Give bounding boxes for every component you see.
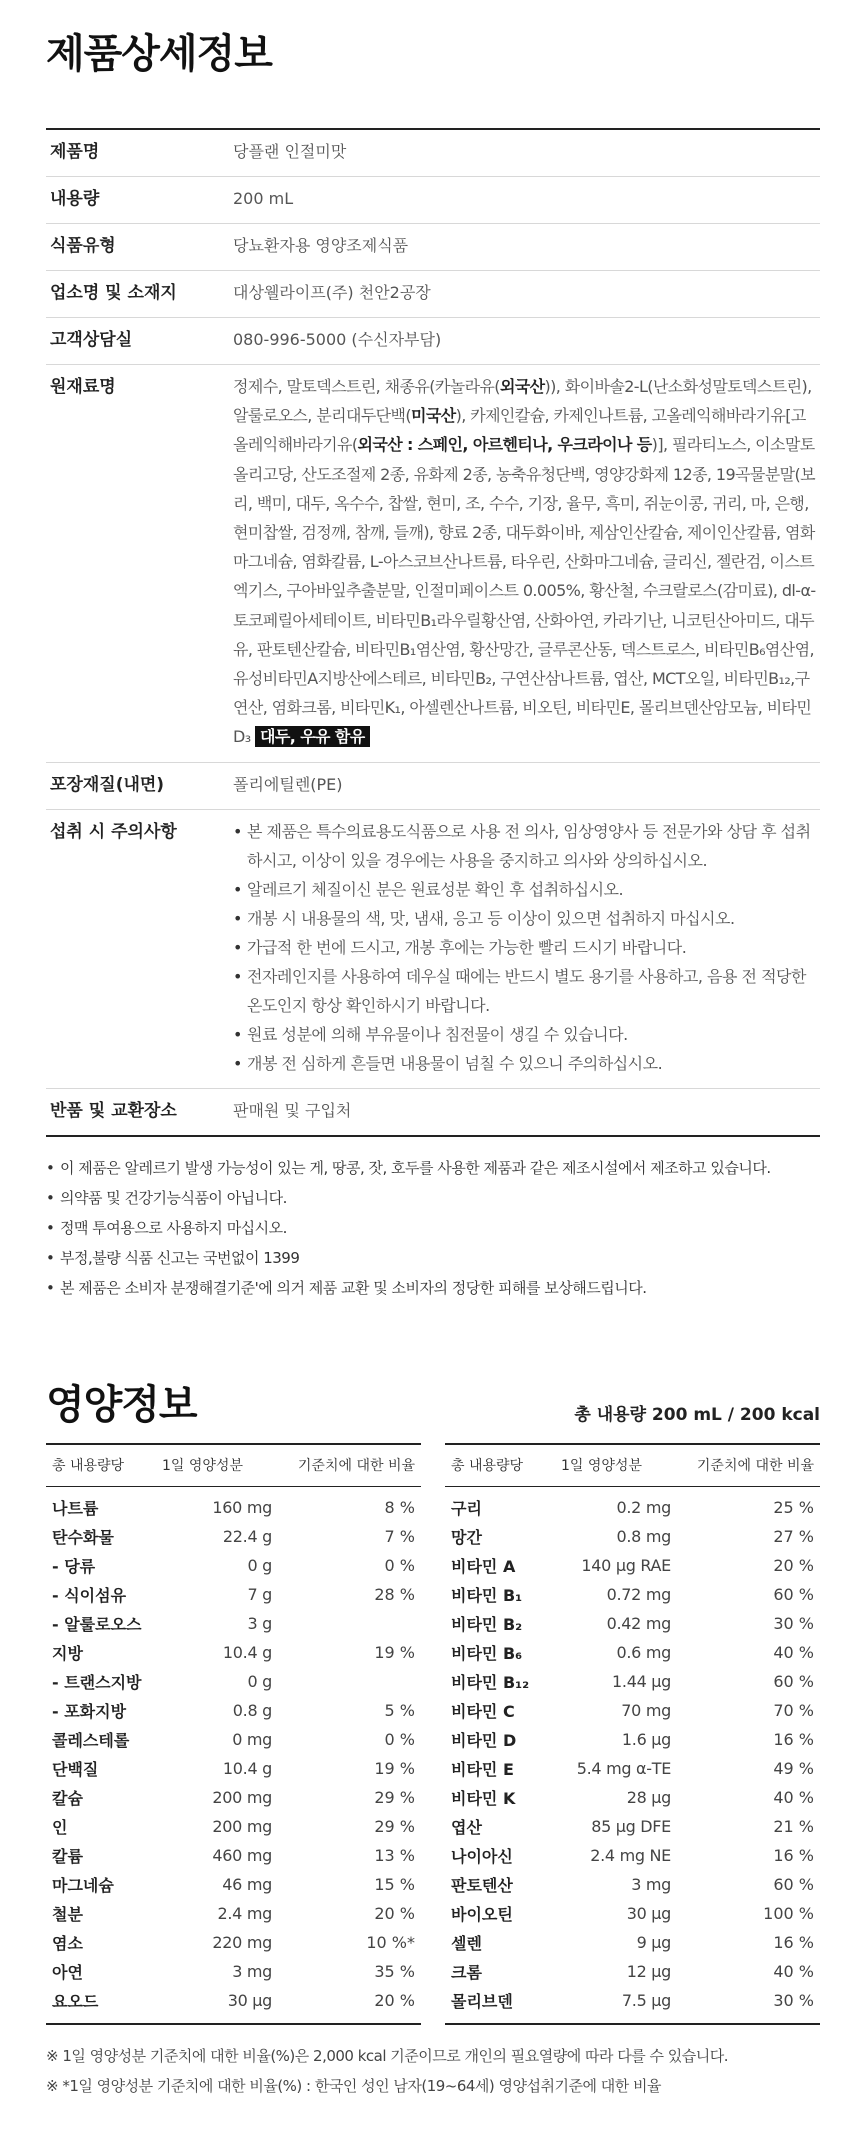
nutrition-table-left [46,1443,421,2025]
nutrient-amount: 70 mg [621,1700,671,1720]
nutrition-table-header [445,1445,820,1487]
nutrient-amount: 46 mg [222,1874,272,1894]
nutrient-percent: 29 % [374,1787,415,1807]
nutrition-row [445,1638,820,1667]
nutrient-name: 엽산 [451,1817,482,1837]
cautions-value [233,817,820,1078]
info-row-customer-service [46,318,820,365]
caution-item: • 원료 성분에 의해 부유물이나 침전물이 생길 수 있습니다. [233,1020,820,1049]
nutrient-amount: 200 mg [212,1787,272,1807]
caution-item: • 가급적 한 번에 드시고, 개봉 후에는 가능한 빨리 드시기 바랍니다. [233,933,820,962]
nutrition-row [46,1696,421,1725]
nutrient-amount: 7 g [247,1584,272,1604]
nutrition-row [445,1812,820,1841]
nutrition-footnotes [46,2041,820,2101]
nutrient-name: 구리 [451,1498,482,1518]
nutrient-name: 요오드 [52,1991,99,2011]
nutrient-name: 칼슘 [52,1788,83,1808]
nutrition-row [46,1493,421,1522]
footnote-item: ※ *1일 영양성분 기준치에 대한 비율(%) : 한국인 성인 남자(19~64세) 영양섭취기준에 대한 비율 [46,2076,661,2095]
info-row-food-type [46,224,820,271]
caution-item: • 알레르기 체질이신 분은 원료성분 확인 후 섭취하십시오. [233,875,820,904]
info-row-exchange [46,1089,820,1135]
nutrient-amount: 7.5 μg [621,1990,671,2010]
nutrition-row [445,1754,820,1783]
nutrition-row [445,1522,820,1551]
nutrient-amount: 0 mg [232,1729,272,1749]
nutrient-name: 철분 [52,1904,83,1924]
info-label: 포장재질(내면) [50,774,165,795]
nutrition-row [445,1493,820,1522]
nutrient-percent: 16 % [773,1729,814,1749]
nutrient-amount: 460 mg [212,1845,272,1865]
nutrient-amount: 10.4 g [222,1758,272,1778]
nutrition-row [445,1928,820,1957]
nutrition-row [445,1986,820,2015]
nutrition-row [445,1841,820,1870]
nutrient-name: - 트랜스지방 [52,1672,142,1692]
nutrition-tables [46,1443,820,2025]
origin-highlight: 외국산 [499,377,545,396]
nutrient-name: 크롬 [451,1962,482,1982]
nutrient-name: 칼륨 [52,1846,83,1866]
nutrient-name: 비타민 B₁₂ [451,1672,530,1692]
nutrient-percent: 35 % [374,1961,415,1981]
info-value: 당뇨환자용 영양조제식품 [233,236,409,255]
nutrition-row [46,1609,421,1638]
nutrient-percent: 49 % [773,1758,814,1778]
product-detail-title: 제품상세정보 [46,31,272,77]
nutrient-percent: 25 % [773,1497,814,1517]
nutrition-row [445,1783,820,1812]
nutrient-percent: 16 % [773,1845,814,1865]
header-daily: 1일 영양성분 [561,1458,642,1475]
nutrient-percent: 40 % [773,1787,814,1807]
header-per-total: 총 내용량당 [451,1458,524,1475]
nutrition-row [445,1667,820,1696]
nutrient-amount: 0.2 mg [616,1497,671,1517]
ingredients-part: ), 카제인칼슘, 카제인나트륨, 고올레익해바라기유[고올레익해바라기유( [233,406,806,455]
info-label: 업소명 및 소재지 [50,283,177,303]
nutrient-percent: 60 % [773,1671,814,1691]
nutrition-row [46,1928,421,1957]
ingredients-part: )], 필라티노스, 이소말토올리고당, 산도조절제 2종, 유화제 2종, 농축유청단백, 영양강화제 12종, 19곡물분말(보리, 백미, 대두, 옥수수, 찹쌀, 현미, 조, 수수, 기장, 율무, 흑미, 쥐눈이콩, 귀리, 마, 은행, 현미찹쌀, 검정깨, 참깨, 들깨), 향료 2종, 대두화이바, 제삼인산칼슘, 제이인산칼륨, 염화마그네슘, 염화칼륨, L-아스코브산나트륨, 타우린, 산화마그네슘, 글리신, 젤란검, 이스트엑기스, 구아바잎추출분말, 인절미페이스트 0.005%, 황산철, 수크랄로스(감미료), dl-α-토코페릴아세테이트, 비타민B₁라우릴황산염, 산화아연, 카라기난, 니코틴산아미드, 대두유, 판토텐산칼슘, 비타민B₁염산염, 황산망간, 글루콘산동, 덱스트로스, 비타민B₆염산염, 유성비타민A지방산에스테르, 비타민B₂, 구연산삼나트륨, 엽산, MCT오일, 비타민B₁₂,구연산, 염화크롬, 비타민K₁, 아셀렌산나트륨, 비오틴, 비타민E, 몰리브덴산암모늄, 비타민D₃ [233,435,816,747]
note-item: • 정맥 투여용으로 사용하지 마십시오. [46,1213,820,1243]
nutrient-percent: 0 % [384,1729,415,1749]
nutrient-amount: 12 μg [626,1961,671,1981]
nutrition-row [445,1609,820,1638]
nutrient-amount: 140 μg RAE [581,1555,671,1575]
nutrient-amount: 0.72 mg [606,1584,671,1604]
header-ratio: 기준치에 대한 비율 [297,1458,415,1475]
info-label: 고객상담실 [50,330,133,350]
nutrition-row [46,1667,421,1696]
nutrition-row [46,1957,421,1986]
nutrient-name: 비타민 C [451,1701,515,1721]
nutrient-name: 몰리브덴 [451,1991,513,2011]
nutrition-table-body [46,1487,421,2023]
info-label: 식품유형 [50,236,116,256]
nutrient-amount: 30 μg [227,1990,272,2010]
info-label: 내용량 [50,189,100,209]
nutrient-percent: 40 % [773,1961,814,1981]
nutrient-name: - 식이섬유 [52,1585,127,1605]
note-item: • 본 제품은 소비자 분쟁해결기준'에 의거 제품 교환 및 소비자의 정당한 피해를 보상해드립니다. [46,1273,820,1303]
nutrient-amount: 200 mg [212,1816,272,1836]
nutrient-name: 단백질 [52,1759,99,1779]
nutrient-amount: 3 mg [232,1961,272,1981]
info-row-product-name [46,130,820,177]
cautions-list [233,817,820,1078]
nutrient-amount: 2.4 mg NE [590,1845,671,1865]
nutrient-name: 셀렌 [451,1933,482,1953]
nutrient-amount: 10.4 g [222,1642,272,1662]
nutrient-amount: 160 mg [212,1497,272,1517]
nutrient-name: 아연 [52,1962,83,1982]
caution-item: • 전자레인지를 사용하여 데우실 때에는 반드시 별도 용기를 사용하고, 음용 전 적당한 온도인지 항상 확인하시기 바랍니다. [233,962,820,1020]
nutrient-name: - 알룰로오스 [52,1614,142,1634]
nutrition-table-right [445,1443,820,2025]
nutrient-name: 비타민 A [451,1556,516,1576]
nutrient-percent: 100 % [763,1903,814,1923]
nutrition-row [46,1870,421,1899]
nutrition-row [46,1783,421,1812]
nutrient-percent: 28 % [374,1584,415,1604]
nutrition-table-body [445,1487,820,2023]
nutrient-name: 염소 [52,1933,83,1953]
nutrient-name: 비타민 D [451,1730,517,1750]
nutrient-amount: 5.4 mg α-TE [576,1758,671,1778]
nutrition-row [46,1986,421,2015]
nutrient-name: - 당류 [52,1556,96,1576]
info-label: 원재료명 [50,377,116,397]
nutrient-name: - 포화지방 [52,1701,127,1721]
caution-item: • 개봉 전 심하게 흔들면 내용물이 넘칠 수 있으니 주의하십시오. [233,1049,820,1078]
note-item: • 이 제품은 알레르기 발생 가능성이 있는 게, 땅콩, 잣, 호두를 사용한 제품과 같은 제조시설에서 제조하고 있습니다. [46,1153,820,1183]
nutrition-row [445,1870,820,1899]
ingredients-text [233,372,820,752]
header-ratio: 기준치에 대한 비율 [696,1458,814,1475]
nutrient-percent: 19 % [374,1642,415,1662]
nutrient-amount: 85 μg DFE [591,1816,671,1836]
nutrient-name: 나이아신 [451,1846,513,1866]
nutrient-percent: 7 % [384,1526,415,1546]
nutrient-amount: 22.4 g [222,1526,272,1546]
nutrient-name: 마그네슘 [52,1875,114,1895]
nutrient-percent: 60 % [773,1584,814,1604]
nutrient-name: 비타민 B₆ [451,1643,523,1663]
info-value: 판매원 및 구입처 [233,1100,352,1120]
info-label: 제품명 [50,142,100,162]
nutrient-name: 인 [52,1817,68,1837]
nutrient-amount: 3 g [247,1613,272,1633]
nutrient-amount: 28 μg [626,1787,671,1807]
allergen-badge: 대두, 우유 함유 [255,726,370,747]
nutrient-percent: 29 % [374,1816,415,1836]
nutrient-name: 지방 [52,1643,83,1663]
nutrient-percent: 21 % [773,1816,814,1836]
nutrition-row [445,1580,820,1609]
nutrition-title: 영양정보 [46,1381,197,1428]
nutrition-row [46,1638,421,1667]
nutrient-amount: 220 mg [212,1932,272,1952]
notes-list [46,1153,820,1303]
nutrition-summary: 총 내용량 200 mL / 200 kcal [574,1404,820,1425]
nutrition-row [46,1812,421,1841]
nutrition-header [46,1381,820,1429]
info-value: 대상웰라이프(주) 천안2공장 [233,283,431,302]
nutrient-percent: 60 % [773,1874,814,1894]
nutrition-table-header [46,1445,421,1487]
nutrient-percent: 70 % [773,1700,814,1720]
nutrient-amount: 1.6 μg [621,1729,671,1749]
nutrient-name: 나트륨 [52,1498,99,1518]
nutrient-percent: 10 %* [366,1932,415,1952]
nutrient-name: 콜레스테롤 [52,1730,130,1750]
nutrient-percent: 30 % [773,1990,814,2010]
header-per-total: 총 내용량당 [52,1458,125,1475]
info-value: 200 mL [233,189,294,208]
nutrition-row [46,1754,421,1783]
info-label: 섭취 시 주의사항 [50,821,177,842]
info-value: 당플랜 인절미맛 [233,142,347,161]
nutrient-amount: 0.8 g [232,1700,272,1720]
info-value: 080-996-5000 (수신자부담) [233,330,442,349]
ingredients-part: )), 화이바솔2-L(난소화성말토덱스트린), 알룰로오스, 분리대두단백( [233,377,812,426]
nutrient-percent: 30 % [773,1613,814,1633]
nutrition-row [445,1725,820,1754]
nutrition-row [445,1696,820,1725]
ingredients-part: 정제수, 말토덱스트린, 채종유(카놀라유( [233,377,500,396]
info-row-volume [46,177,820,224]
nutrient-percent: 40 % [773,1642,814,1662]
nutrient-name: 비타민 K [451,1788,516,1808]
nutrient-amount: 0.8 mg [616,1526,671,1546]
note-item: • 부정,불량 식품 신고는 국번없이 1399 [46,1243,820,1273]
nutrient-amount: 3 mg [631,1874,671,1894]
product-info-table [46,128,820,1137]
info-row-packaging [46,763,820,810]
nutrition-row [46,1841,421,1870]
nutrient-name: 비타민 B₂ [451,1614,523,1634]
nutrition-row [46,1522,421,1551]
origin-highlight: 외국산 : 스페인, 아르헨티나, 우크라이나 등 [357,435,652,455]
footnote-item: ※ 1일 영양성분 기준치에 대한 비율(%)은 2,000 kcal 기준이므로 개인의 필요열량에 따라 다를 수 있습니다. [46,2046,728,2065]
nutrient-percent: 16 % [773,1932,814,1952]
nutrition-row [445,1899,820,1928]
nutrient-percent: 19 % [374,1758,415,1778]
nutrition-row [46,1899,421,1928]
nutrient-name: 탄수화물 [52,1527,114,1547]
nutrition-row [445,1551,820,1580]
nutrient-amount: 30 μg [626,1903,671,1923]
caution-item: • 본 제품은 특수의료용도식품으로 사용 전 의사, 임상영양사 등 전문가와 상담 후 섭취하시고, 이상이 있을 경우에는 사용을 중지하고 의사와 상의하십시오. [233,817,820,875]
info-value: 폴리에틸렌(PE) [233,774,343,794]
nutrient-name: 바이오틴 [451,1904,513,1924]
info-row-manufacturer [46,271,820,318]
info-row-cautions [46,810,820,1089]
nutrient-name: 망간 [451,1527,482,1547]
nutrition-row [445,1957,820,1986]
nutrient-percent: 20 % [773,1555,814,1575]
nutrient-percent: 13 % [374,1845,415,1865]
nutrient-percent: 27 % [773,1526,814,1546]
origin-highlight: 미국산 [411,406,456,426]
nutrient-percent: 0 % [384,1555,415,1575]
header-daily: 1일 영양성분 [162,1458,243,1475]
nutrient-name: 비타민 E [451,1759,514,1779]
nutrient-percent: 20 % [374,1903,415,1923]
nutrient-amount: 0 g [247,1555,272,1575]
nutrient-percent: 15 % [374,1874,415,1894]
nutrient-percent: 5 % [384,1700,415,1720]
nutrient-amount: 0 g [247,1671,272,1691]
info-label: 반품 및 교환장소 [50,1100,177,1121]
nutrient-percent: 20 % [374,1990,415,2010]
nutrient-amount: 0.42 mg [606,1613,671,1633]
nutrient-amount: 0.6 mg [616,1642,671,1662]
nutrient-amount: 9 μg [636,1932,671,1952]
nutrient-percent: 8 % [384,1497,415,1517]
info-row-ingredients [46,365,820,763]
nutrition-row [46,1580,421,1609]
nutrition-row [46,1551,421,1580]
nutrient-amount: 1.44 μg [612,1671,671,1691]
nutrient-amount: 2.4 mg [217,1903,272,1923]
nutrient-name: 판토텐산 [451,1875,513,1895]
nutrition-row [46,1725,421,1754]
nutrient-name: 비타민 B₁ [451,1585,523,1605]
note-item: • 의약품 및 건강기능식품이 아닙니다. [46,1183,820,1213]
caution-item: • 개봉 시 내용물의 색, 맛, 냄새, 응고 등 이상이 있으면 섭취하지 마십시오. [233,904,820,933]
